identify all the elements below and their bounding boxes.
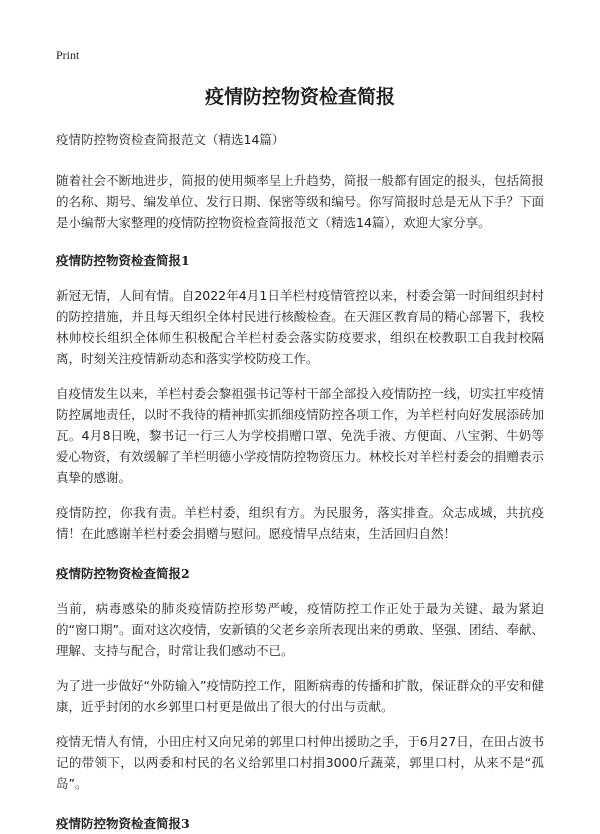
section-1-paragraph-2: 自疫情发生以来，羊栏村委会黎祖强书记等村干部全部投入疫情防控一线，切实扛牢疫情防控属地责任，以时不我待的精神抓实抓细疫情防控各项工作，为羊栏村向好发展添砖加瓦。4月8日晚，黎书记一行三人为学校捐赠口罩、免洗手液、方便面、八宝粥、牛奶等爱心物资，有效缓解了羊栏明德小学疫情防控物资压力。林校长对羊栏村委会的捐赠表示真挚的感谢。 [56,386,544,485]
section-heading-1: 疫情防控物资检查简报1 [56,253,190,268]
page-title: 疫情防控物资检查简报 [204,86,395,108]
intro-paragraph: 随着社会不断地进步，简报的使用频率呈上升趋势，简报一般都有固定的报头，包括简报的名称、期号、编发单位、发行日期、保密等级和编号。你写简报时总是无从下手？下面是小编帮大家整理的疫情防控物资检查简报范文（精选14篇），欢迎大家分享。 [56,173,544,230]
document-subtitle: 疫情防控物资检查简报范文（精选14篇） [56,132,285,147]
print-link[interactable]: Print [56,48,80,62]
section-2-paragraph-2: 为了进一步做好“外防输入”疫情防控工作，阻断病毒的传播和扩散，保证群众的平安和健康，近乎封闭的水乡郭里口村更是做出了很大的付出与贡献。 [56,678,544,714]
section-1-paragraph-3: 疫情防控，你我有责。羊栏村委，组织有方。为民服务，落实排查。众志成城，共抗疫情！在此感谢羊栏村委会捐赠与慰问。愿疫情早点结束，生活回归自然！ [56,505,544,541]
section-2-paragraph-1: 当前，病毒感染的肺炎疫情防控形势严峻，疫情防控工作正处于最为关键、最为紧迫的“窗口期”。面对这次疫情，安新镇的父老乡亲所表现出来的勇敢、坚强、团结、奉献、理解、支持与配合，时常让我们感动不已。 [56,601,544,658]
section-heading-3: 疫情防控物资检查简报3 [56,816,190,831]
section-1-paragraph-1: 新冠无情，人间有情。自2022年4月1日羊栏村疫情管控以来，村委会第一时间组织封村的防控措施，并且每天组织全体村民进行核酸检查。在天涯区教育局的精心部署下，我校林帅校长组织全体师生积极配合羊栏村委会落实防疫要求，组织在校教职工自我封校隔离，时刻关注疫情新动态和落实学校防疫工作。 [56,288,544,366]
section-heading-2: 疫情防控物资检查简报2 [56,566,190,581]
section-2-paragraph-3: 疫情无情人有情，小田庄村又向兄弟的郭里口村伸出援助之手，于6月27日，在田占波书记的带领下，以两委和村民的名义给郭里口村捐3000斤蔬菜，郭里口村，从来不是“孤岛”。 [56,734,544,791]
